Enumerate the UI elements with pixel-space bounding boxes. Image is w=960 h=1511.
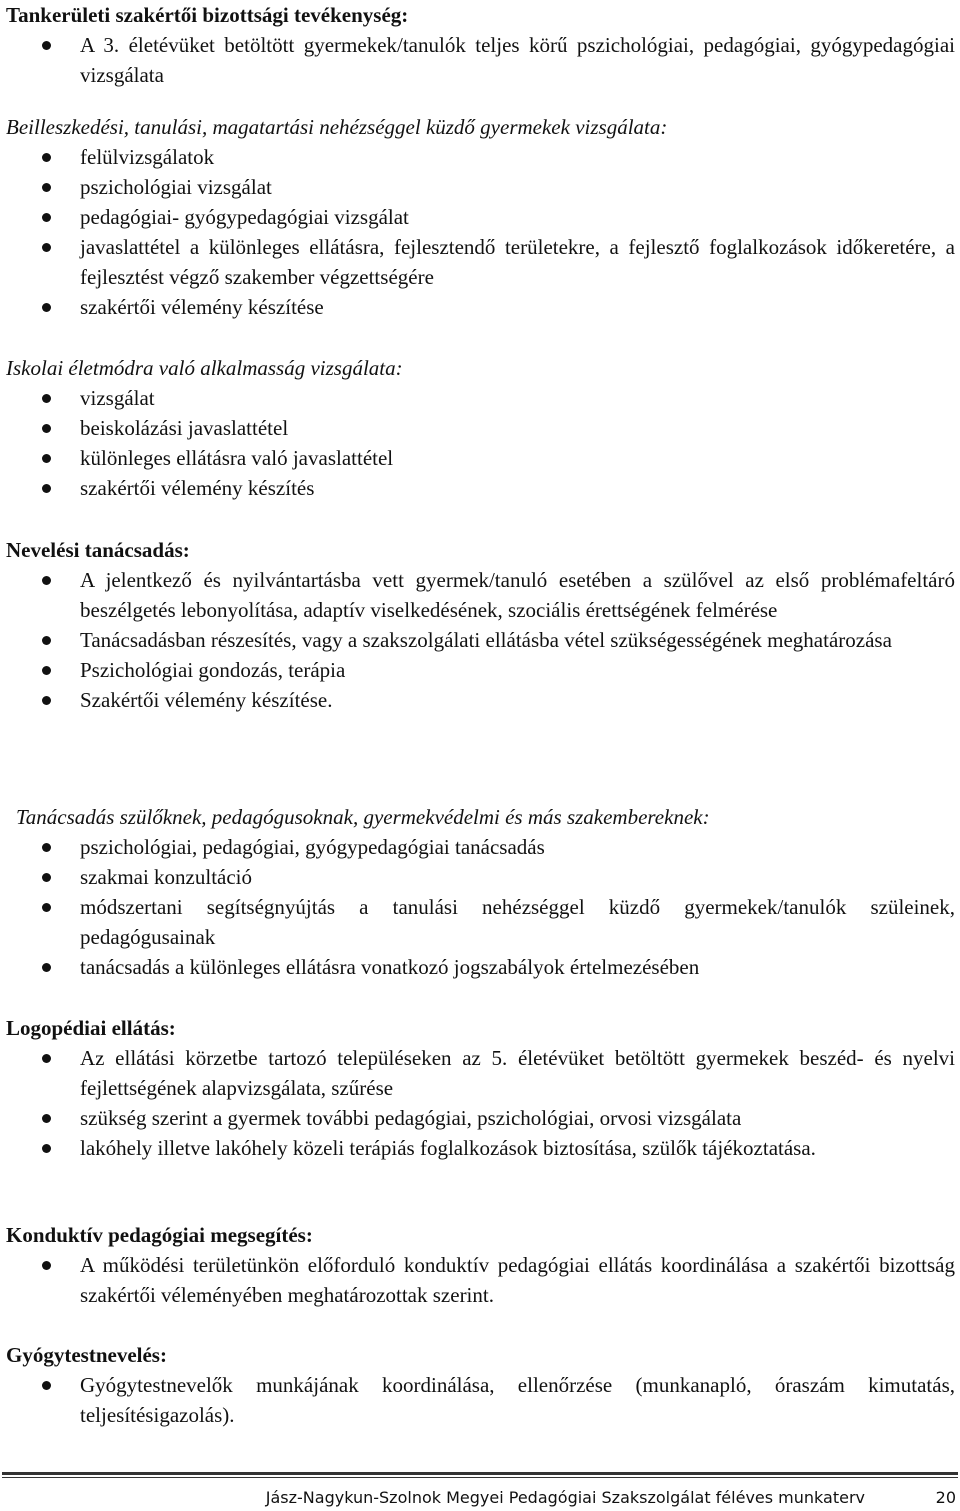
list-item: lakóhely illetve lakóhely közeli terápiás foglalkozások biztosítása, szülők tájékoztatása.: [0, 1133, 960, 1163]
list-item: szükség szerint a gyermek további pedagógiai, pszichológiai, orvosi vizsgálata: [0, 1103, 960, 1133]
bullet-icon: [42, 454, 51, 463]
bullet-list: [0, 1250, 960, 1310]
list-item: módszertani segítségnyújtás a tanulási nehézséggel küzdő gyermekek/tanulók szüleinek, pedagógusainak: [0, 892, 960, 952]
bullet-list: [0, 383, 960, 503]
bullet-list: [0, 1370, 960, 1430]
list-item: pszichológiai vizsgálat: [0, 172, 960, 202]
list-item: szakértői vélemény készítése: [0, 292, 960, 322]
list-item: Gyógytestnevelők munkájának koordinálása, ellenőrzése (munkanapló, óraszám kimutatás, teljesítésigazolás).: [0, 1370, 960, 1430]
bullet-list: [0, 30, 960, 90]
list-item: A 3. életévüket betöltött gyermekek/tanulók teljes körű pszichológiai, pedagógiai, gyógypedagógiai vizsgálata: [0, 30, 960, 90]
bullet-icon: [42, 696, 51, 705]
section-konduktiv: [0, 1220, 960, 1310]
bullet-icon: [42, 213, 51, 222]
footer-divider: [2, 1472, 958, 1475]
bullet-icon: [42, 243, 51, 252]
bullet-list: [0, 142, 960, 322]
bullet-icon: [42, 153, 51, 162]
section-heading: Konduktív pedagógiai megsegítés:: [6, 1223, 313, 1247]
bullet-icon: [42, 1054, 51, 1063]
bullet-icon: [42, 1261, 51, 1270]
bullet-icon: [42, 484, 51, 493]
bullet-list: [0, 832, 960, 982]
list-item: A működési területünkön előforduló konduktív pedagógiai ellátás koordinálása a szakértői bizottság szakértői véleményében meghatározottak szerint.: [0, 1250, 960, 1310]
bullet-icon: [42, 1381, 51, 1390]
section-heading: Nevelési tanácsadás:: [6, 538, 190, 562]
list-item: pedagógiai- gyógypedagógiai vizsgálat: [0, 202, 960, 232]
section-heading: Tankerületi szakértői bizottsági tevékenység:: [6, 3, 409, 27]
section-heading: Iskolai életmódra való alkalmasság vizsgálata:: [6, 356, 403, 380]
list-item: szakértői vélemény készítés: [0, 473, 960, 503]
list-item: Az ellátási körzetbe tartozó településeken az 5. életévüket betöltött gyermekek beszéd- és nyelvi fejlettségének alapvizsgálata, szűrése: [0, 1043, 960, 1103]
section-tanacsadas: [0, 802, 960, 982]
list-item: vizsgálat: [0, 383, 960, 413]
section-iskolai: [0, 353, 960, 503]
bullet-icon: [42, 1144, 51, 1153]
list-item: javaslattétel a különleges ellátásra, fejlesztendő területekre, a fejlesztő foglalkozások időkeretére, a fejlesztést végző szakember végzettségére: [0, 232, 960, 292]
list-item: beiskolázási javaslattétel: [0, 413, 960, 443]
list-item: pszichológiai, pedagógiai, gyógypedagógiai tanácsadás: [0, 832, 960, 862]
bullet-list: [0, 1043, 960, 1163]
section-tankeruleti: [0, 0, 960, 90]
footer-divider-thin: [2, 1477, 958, 1478]
section-logopediai: [0, 1013, 960, 1163]
list-item: Tanácsadásban részesítés, vagy a szakszolgálati ellátásba vétel szükségességének meghatározása: [0, 625, 960, 655]
section-beilleszkedesi: [0, 112, 960, 322]
bullet-icon: [42, 963, 51, 972]
section-nevelesi: [0, 535, 960, 715]
bullet-icon: [42, 303, 51, 312]
bullet-icon: [42, 1114, 51, 1123]
list-item: tanácsadás a különleges ellátásra vonatkozó jogszabályok értelmezésében: [0, 952, 960, 982]
bullet-icon: [42, 666, 51, 675]
page-number: 20: [935, 1488, 956, 1507]
bullet-icon: [42, 576, 51, 585]
list-item: különleges ellátásra való javaslattétel: [0, 443, 960, 473]
bullet-icon: [42, 903, 51, 912]
section-gyogytestneveles: [0, 1340, 960, 1430]
bullet-icon: [42, 636, 51, 645]
footer-text: Jász-Nagykun-Szolnok Megyei Pedagógiai Szakszolgálat féléves munkaterv: [265, 1488, 865, 1507]
section-heading: Tanácsadás szülőknek, pedagógusoknak, gyermekvédelmi és más szakembereknek:: [16, 805, 710, 829]
section-heading: Beilleszkedési, tanulási, magatartási nehézséggel küzdő gyermekek vizsgálata:: [6, 115, 668, 139]
list-item: felülvizsgálatok: [0, 142, 960, 172]
bullet-icon: [42, 424, 51, 433]
bullet-icon: [42, 873, 51, 882]
list-item: szakmai konzultáció: [0, 862, 960, 892]
list-item: Szakértői vélemény készítése.: [0, 685, 960, 715]
bullet-icon: [42, 843, 51, 852]
bullet-list: [0, 565, 960, 715]
bullet-icon: [42, 394, 51, 403]
page-footer: [0, 1484, 960, 1511]
section-heading: Logopédiai ellátás:: [6, 1016, 176, 1040]
bullet-icon: [42, 41, 51, 50]
list-item: Pszichológiai gondozás, terápia: [0, 655, 960, 685]
bullet-icon: [42, 183, 51, 192]
section-heading: Gyógytestnevelés:: [6, 1343, 167, 1367]
list-item: A jelentkező és nyilvántartásba vett gyermek/tanuló esetében a szülővel az első problémafeltáró beszélgetés lebonyolítása, adaptív viselkedésének, szociális érettségének felmérése: [0, 565, 960, 625]
